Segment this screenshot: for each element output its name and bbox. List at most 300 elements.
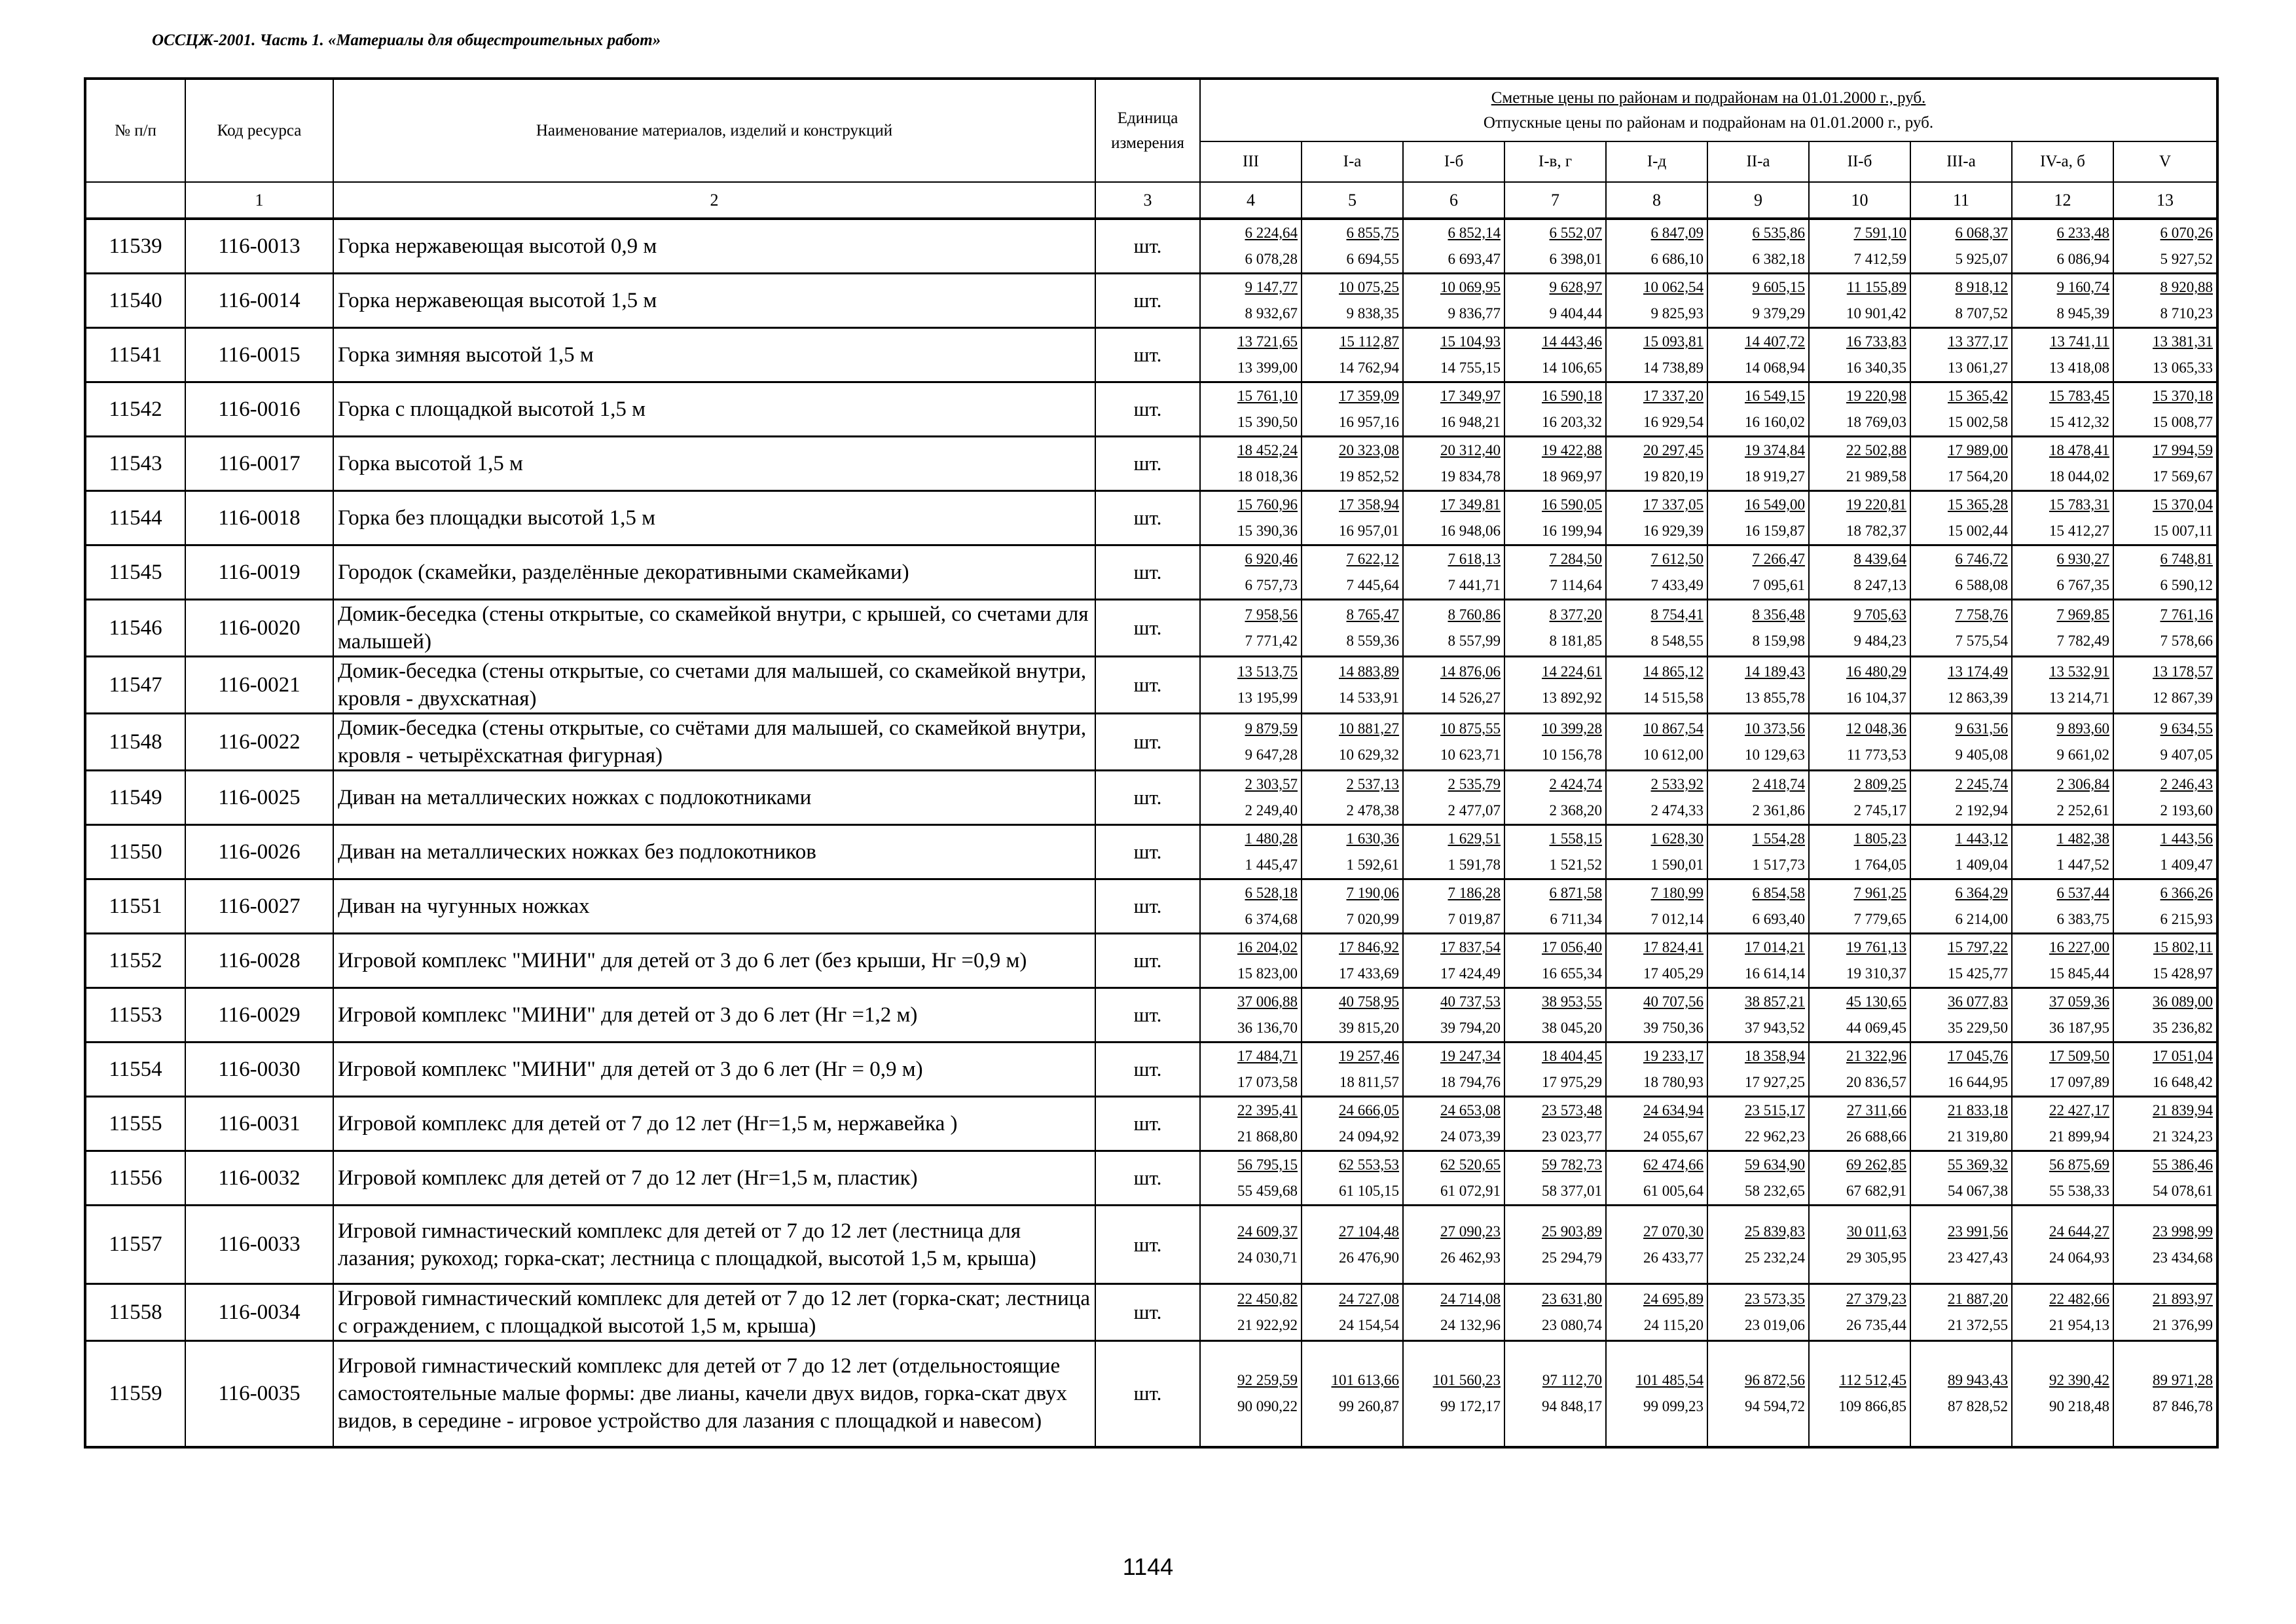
price-cell (1606, 382, 1707, 437)
estimate-price: 17 056,40 (1542, 939, 1602, 955)
price-cell (1910, 1097, 2012, 1151)
price-cell (1910, 328, 2012, 382)
header-name: Наименование материалов, изделий и конструкций (333, 79, 1095, 182)
release-price: 26 433,77 (1643, 1249, 1704, 1266)
price-cell (1403, 988, 1504, 1043)
header-district: III-а (1910, 141, 2012, 182)
price-cell (2113, 274, 2217, 328)
unit: шт. (1095, 382, 1200, 437)
estimate-price: 56 875,69 (2049, 1156, 2109, 1173)
release-price: 38 045,20 (1542, 1020, 1602, 1036)
estimate-price: 6 748,81 (2160, 551, 2214, 567)
release-price: 13 855,78 (1745, 690, 1805, 706)
price-cell (1606, 219, 1707, 274)
price-cell (1302, 1341, 1403, 1447)
price-cell (1302, 771, 1403, 825)
release-price: 14 068,94 (1745, 360, 1805, 376)
estimate-price: 22 450,82 (1237, 1291, 1298, 1307)
column-number: 3 (1095, 182, 1200, 219)
release-price: 15 425,77 (1948, 965, 2008, 982)
price-cell (1606, 328, 1707, 382)
estimate-price: 62 520,65 (1440, 1156, 1501, 1173)
release-price: 94 594,72 (1745, 1398, 1805, 1415)
release-price: 16 929,39 (1643, 523, 1704, 539)
price-cell (1504, 934, 1606, 988)
price-cell (2012, 328, 2113, 382)
price-cell (2113, 600, 2217, 657)
estimate-price: 101 560,23 (1432, 1372, 1501, 1389)
table-row (85, 1284, 2217, 1341)
unit: шт. (1095, 1284, 1200, 1341)
resource-code: 116-0027 (185, 879, 333, 934)
price-cell (1200, 1151, 1302, 1206)
estimate-price: 55 369,32 (1948, 1156, 2008, 1173)
estimate-price: 18 404,45 (1542, 1048, 1602, 1064)
row-number: 11552 (85, 934, 185, 988)
release-price: 6 382,18 (1752, 251, 1805, 267)
release-price: 19 310,37 (1846, 965, 1906, 982)
row-number: 11550 (85, 825, 185, 879)
estimate-price: 15 797,22 (1948, 939, 2008, 955)
price-cell (1809, 274, 1910, 328)
release-price: 15 008,77 (2153, 414, 2214, 430)
estimate-price: 7 622,12 (1346, 551, 1399, 567)
release-price: 55 459,68 (1237, 1183, 1298, 1199)
release-price: 13 214,71 (2049, 690, 2109, 706)
release-price: 17 424,49 (1440, 965, 1501, 982)
release-price: 1 590,01 (1650, 857, 1704, 873)
price-cell (1504, 219, 1606, 274)
price-cell (1200, 988, 1302, 1043)
estimate-price: 15 370,04 (2153, 496, 2214, 513)
estimate-price: 12 048,36 (1846, 720, 1906, 737)
price-cell (2012, 545, 2113, 600)
resource-code: 116-0014 (185, 274, 333, 328)
estimate-price: 15 760,96 (1237, 496, 1298, 513)
unit: шт. (1095, 600, 1200, 657)
estimate-price: 7 612,50 (1650, 551, 1704, 567)
release-price: 12 863,39 (1948, 690, 2008, 706)
price-cell (2012, 1043, 2113, 1097)
release-price: 18 769,03 (1846, 414, 1906, 430)
price-cell (1910, 600, 2012, 657)
price-cell (1302, 714, 1403, 771)
estimate-price: 23 991,56 (1948, 1223, 2008, 1240)
estimate-price: 16 549,15 (1745, 388, 1805, 404)
price-cell (1910, 1043, 2012, 1097)
release-price: 6 588,08 (1955, 577, 2008, 593)
row-number: 11548 (85, 714, 185, 771)
estimate-price: 22 395,41 (1237, 1102, 1298, 1118)
estimate-price: 40 737,53 (1440, 993, 1501, 1010)
estimate-price: 6 854,58 (1752, 885, 1805, 901)
estimate-price: 20 312,40 (1440, 442, 1501, 458)
release-price: 16 160,02 (1745, 414, 1805, 430)
material-name: Игровой комплекс "МИНИ" для детей от 3 до 6 лет (Нг = 0,9 м) (333, 1043, 1095, 1097)
release-price: 90 218,48 (2049, 1398, 2109, 1415)
price-cell (1809, 600, 1910, 657)
estimate-price: 8 356,48 (1752, 606, 1805, 623)
estimate-price: 18 478,41 (2049, 442, 2109, 458)
release-price: 7 433,49 (1650, 577, 1704, 593)
estimate-price: 17 824,41 (1643, 939, 1704, 955)
release-price: 94 848,17 (1542, 1398, 1602, 1415)
estimate-price: 1 558,15 (1549, 830, 1602, 847)
price-cell (2113, 1151, 2217, 1206)
price-cell (1403, 600, 1504, 657)
estimate-price: 13 178,57 (2153, 663, 2214, 680)
release-price: 17 405,29 (1643, 965, 1704, 982)
estimate-price: 9 634,55 (2160, 720, 2214, 737)
estimate-price: 7 180,99 (1650, 885, 1704, 901)
material-name: Диван на металлических ножках с подлокотниками (333, 771, 1095, 825)
row-number: 11544 (85, 491, 185, 545)
price-cell (1809, 1206, 1910, 1284)
row-number: 11542 (85, 382, 185, 437)
release-price: 1 591,78 (1448, 857, 1501, 873)
estimate-price: 15 783,45 (2049, 388, 2109, 404)
resource-code: 116-0019 (185, 545, 333, 600)
price-cell (2113, 988, 2217, 1043)
release-price: 8 181,85 (1549, 633, 1602, 649)
estimate-price: 89 971,28 (2153, 1372, 2214, 1389)
resource-code: 116-0026 (185, 825, 333, 879)
price-cell (2012, 771, 2113, 825)
estimate-price: 21 893,97 (2153, 1291, 2214, 1307)
price-cell (2012, 1284, 2113, 1341)
release-price: 21 372,55 (1948, 1317, 2008, 1333)
material-name: Горка зимняя высотой 1,5 м (333, 328, 1095, 382)
release-price: 2 249,40 (1245, 802, 1298, 819)
estimate-price: 6 920,46 (1245, 551, 1298, 567)
price-cell (1403, 1151, 1504, 1206)
estimate-price: 1 554,28 (1752, 830, 1805, 847)
estimate-price: 1 443,12 (1955, 830, 2008, 847)
estimate-price: 7 266,47 (1752, 551, 1805, 567)
price-cell (1809, 545, 1910, 600)
price-cell (1200, 657, 1302, 714)
price-cell (2012, 988, 2113, 1043)
estimate-price: 13 721,65 (1237, 333, 1298, 350)
estimate-price: 9 147,77 (1245, 279, 1298, 295)
estimate-price: 13 377,17 (1948, 333, 2008, 350)
unit: шт. (1095, 1097, 1200, 1151)
estimate-price: 10 373,56 (1745, 720, 1805, 737)
estimate-price: 7 186,28 (1448, 885, 1501, 901)
estimate-price: 62 474,66 (1643, 1156, 1704, 1173)
price-cell (1403, 1284, 1504, 1341)
estimate-price: 27 104,48 (1339, 1223, 1399, 1240)
estimate-price: 7 969,85 (2056, 606, 2109, 623)
release-price: 2 478,38 (1346, 802, 1399, 819)
estimate-price: 27 070,30 (1643, 1223, 1704, 1240)
estimate-price: 15 802,11 (2153, 939, 2214, 955)
unit: шт. (1095, 437, 1200, 491)
column-number: 7 (1504, 182, 1606, 219)
price-cell (1707, 437, 1809, 491)
release-price: 16 655,34 (1542, 965, 1602, 982)
price-cell (1200, 545, 1302, 600)
price-cell (1403, 328, 1504, 382)
estimate-price: 23 631,80 (1542, 1291, 1602, 1307)
price-cell (1504, 1151, 1606, 1206)
release-price: 15 412,32 (2049, 414, 2109, 430)
estimate-price: 21 839,94 (2153, 1102, 2214, 1118)
estimate-price: 15 370,18 (2153, 388, 2214, 404)
release-price: 35 236,82 (2153, 1020, 2214, 1036)
estimate-price: 25 839,83 (1745, 1223, 1805, 1240)
estimate-price: 97 112,70 (1542, 1372, 1602, 1389)
estimate-price: 6 537,44 (2056, 885, 2109, 901)
estimate-price: 6 366,26 (2160, 885, 2214, 901)
estimate-price: 30 011,63 (1846, 1223, 1906, 1240)
price-cell (1707, 771, 1809, 825)
price-cell (1809, 934, 1910, 988)
resource-code: 116-0018 (185, 491, 333, 545)
price-cell (2113, 714, 2217, 771)
estimate-price: 17 337,05 (1643, 496, 1704, 513)
estimate-price: 7 761,16 (2160, 606, 2214, 623)
price-cell (1707, 657, 1809, 714)
release-price: 109 866,85 (1838, 1398, 1906, 1415)
release-price: 9 647,28 (1245, 747, 1298, 763)
release-price: 13 418,08 (2049, 360, 2109, 376)
estimate-price: 37 006,88 (1237, 993, 1298, 1010)
release-price: 12 867,39 (2153, 690, 2214, 706)
release-price: 16 340,35 (1846, 360, 1906, 376)
material-name: Домик-беседка (стены открытые, со скамейкой внутри, с крышей, со счетами для малышей) (333, 600, 1095, 657)
release-price: 25 294,79 (1542, 1249, 1602, 1266)
estimate-price: 6 847,09 (1650, 225, 1704, 241)
release-price: 16 104,37 (1846, 690, 1906, 706)
release-price: 26 735,44 (1846, 1317, 1906, 1333)
column-number: 11 (1910, 182, 2012, 219)
release-price: 7 019,87 (1448, 911, 1501, 927)
price-cell (1504, 600, 1606, 657)
release-price: 7 020,99 (1346, 911, 1399, 927)
estimate-price: 1 628,30 (1650, 830, 1704, 847)
column-number: 8 (1606, 182, 1707, 219)
release-price: 24 064,93 (2049, 1249, 2109, 1266)
resource-code: 116-0025 (185, 771, 333, 825)
estimate-price: 15 112,87 (1339, 333, 1399, 350)
release-price: 16 948,06 (1440, 523, 1501, 539)
estimate-price: 24 634,94 (1643, 1102, 1704, 1118)
price-cell (1504, 879, 1606, 934)
unit: шт. (1095, 328, 1200, 382)
release-price: 1 447,52 (2056, 857, 2109, 873)
table-row (85, 219, 2217, 274)
estimate-price: 16 204,02 (1237, 939, 1298, 955)
material-name: Горка без площадки высотой 1,5 м (333, 491, 1095, 545)
price-cell (2012, 1151, 2113, 1206)
price-cell (2012, 1341, 2113, 1447)
estimate-price: 18 358,94 (1745, 1048, 1805, 1064)
price-cell (1606, 491, 1707, 545)
estimate-price: 40 707,56 (1643, 993, 1704, 1010)
estimate-price: 14 865,12 (1643, 663, 1704, 680)
column-number: 13 (2113, 182, 2217, 219)
price-cell (1606, 988, 1707, 1043)
price-cell (1200, 771, 1302, 825)
release-price: 21 922,92 (1237, 1317, 1298, 1333)
release-price: 21 899,94 (2049, 1128, 2109, 1145)
release-price: 5 925,07 (1955, 251, 2008, 267)
price-cell (1910, 1341, 2012, 1447)
estimate-price: 101 613,66 (1331, 1372, 1399, 1389)
release-price: 16 159,87 (1745, 523, 1805, 539)
price-cell (1910, 1284, 2012, 1341)
release-price: 1 517,73 (1752, 857, 1805, 873)
release-price: 16 948,21 (1440, 414, 1501, 430)
estimate-price: 10 881,27 (1339, 720, 1399, 737)
release-price: 36 187,95 (2049, 1020, 2109, 1036)
release-price: 2 477,07 (1448, 802, 1501, 819)
estimate-price: 8 754,41 (1650, 606, 1704, 623)
estimate-price: 6 871,58 (1549, 885, 1602, 901)
release-price: 9 484,23 (1853, 633, 1906, 649)
resource-code: 116-0017 (185, 437, 333, 491)
release-price: 5 927,52 (2160, 251, 2214, 267)
price-cell (1910, 219, 2012, 274)
release-price: 9 838,35 (1346, 305, 1399, 322)
release-price: 6 590,12 (2160, 577, 2214, 593)
release-price: 16 199,94 (1542, 523, 1602, 539)
release-price: 17 564,20 (1948, 468, 2008, 485)
price-cell (1504, 657, 1606, 714)
price-cell (1302, 988, 1403, 1043)
price-cell (1403, 274, 1504, 328)
table-row (85, 771, 2217, 825)
price-cell (1809, 1097, 1910, 1151)
estimate-price: 19 761,13 (1846, 939, 1906, 955)
unit: шт. (1095, 657, 1200, 714)
header-district: V (2113, 141, 2217, 182)
estimate-price: 9 893,60 (2056, 720, 2109, 737)
price-cell (1606, 879, 1707, 934)
release-price: 16 929,54 (1643, 414, 1704, 430)
estimate-price: 8 920,88 (2160, 279, 2214, 295)
release-price: 9 404,44 (1549, 305, 1602, 322)
price-cell (1504, 1097, 1606, 1151)
price-cell (1200, 1206, 1302, 1284)
price-cell (1200, 879, 1302, 934)
header-prices (1200, 79, 2217, 141)
release-price: 8 548,55 (1650, 633, 1704, 649)
price-cell (1504, 382, 1606, 437)
release-price: 26 688,66 (1846, 1128, 1906, 1145)
price-cell (1809, 382, 1910, 437)
estimate-price: 6 535,86 (1752, 225, 1805, 241)
price-cell (1606, 1284, 1707, 1341)
price-cell (2113, 1284, 2217, 1341)
release-price: 7 782,49 (2056, 633, 2109, 649)
column-number: 6 (1403, 182, 1504, 219)
estimate-price: 6 068,37 (1955, 225, 2008, 241)
estimate-price: 18 452,24 (1237, 442, 1298, 458)
estimate-price: 19 374,84 (1745, 442, 1805, 458)
price-cell (1403, 1206, 1504, 1284)
price-cell (1809, 879, 1910, 934)
resource-code: 116-0016 (185, 382, 333, 437)
table-row (85, 600, 2217, 657)
price-cell (1403, 545, 1504, 600)
release-price: 18 919,27 (1745, 468, 1805, 485)
price-cell (1200, 382, 1302, 437)
header-district: IV-а, б (2012, 141, 2113, 182)
release-price: 19 852,52 (1339, 468, 1399, 485)
price-cell (1504, 825, 1606, 879)
estimate-price: 13 174,49 (1948, 663, 2008, 680)
release-price: 9 405,08 (1955, 747, 2008, 763)
price-cell (1403, 382, 1504, 437)
release-price: 17 433,69 (1339, 965, 1399, 982)
estimate-price: 14 407,72 (1745, 333, 1805, 350)
estimate-price: 59 782,73 (1542, 1156, 1602, 1173)
price-cell (1809, 219, 1910, 274)
row-number: 11539 (85, 219, 185, 274)
release-price: 17 097,89 (2049, 1074, 2109, 1090)
estimate-price: 6 552,07 (1549, 225, 1602, 241)
price-cell (2113, 934, 2217, 988)
estimate-price: 17 051,04 (2153, 1048, 2214, 1064)
estimate-price: 15 761,10 (1237, 388, 1298, 404)
estimate-price: 19 247,34 (1440, 1048, 1501, 1064)
release-price: 22 962,23 (1745, 1128, 1805, 1145)
estimate-price: 16 590,18 (1542, 388, 1602, 404)
release-price: 18 969,97 (1542, 468, 1602, 485)
estimate-price: 6 930,27 (2056, 551, 2109, 567)
price-cell (1809, 328, 1910, 382)
estimate-price: 6 364,29 (1955, 885, 2008, 901)
price-cell (1606, 600, 1707, 657)
estimate-price: 9 628,97 (1549, 279, 1602, 295)
estimate-price: 14 883,89 (1339, 663, 1399, 680)
release-price: 2 193,60 (2160, 802, 2214, 819)
estimate-price: 1 443,56 (2160, 830, 2214, 847)
price-cell (1910, 934, 2012, 988)
release-price: 13 061,27 (1948, 360, 2008, 376)
table-row (85, 328, 2217, 382)
resource-code: 116-0021 (185, 657, 333, 714)
release-price: 15 007,11 (2153, 523, 2214, 539)
price-cell (1302, 1097, 1403, 1151)
release-price: 44 069,45 (1846, 1020, 1906, 1036)
price-cell (2113, 219, 2217, 274)
estimate-price: 19 220,81 (1846, 496, 1906, 513)
price-cell (1910, 491, 2012, 545)
release-price: 54 067,38 (1948, 1183, 2008, 1199)
price-cell (1809, 491, 1910, 545)
price-cell (1302, 545, 1403, 600)
release-price: 24 115,20 (1643, 1317, 1704, 1333)
release-price: 2 361,86 (1752, 802, 1805, 819)
release-price: 21 868,80 (1237, 1128, 1298, 1145)
release-price: 6 711,34 (1550, 911, 1602, 927)
price-cell (1707, 1341, 1809, 1447)
estimate-price: 17 358,94 (1339, 496, 1399, 513)
estimate-price: 96 872,56 (1745, 1372, 1805, 1389)
price-cell (1403, 934, 1504, 988)
estimate-price: 9 879,59 (1245, 720, 1298, 737)
price-cell (1200, 274, 1302, 328)
estimate-price: 36 089,00 (2153, 993, 2214, 1010)
estimate-price: 27 379,23 (1846, 1291, 1906, 1307)
estimate-price: 15 093,81 (1643, 333, 1704, 350)
row-number: 11546 (85, 600, 185, 657)
price-cell (1707, 934, 1809, 988)
price-cell (1910, 1151, 2012, 1206)
